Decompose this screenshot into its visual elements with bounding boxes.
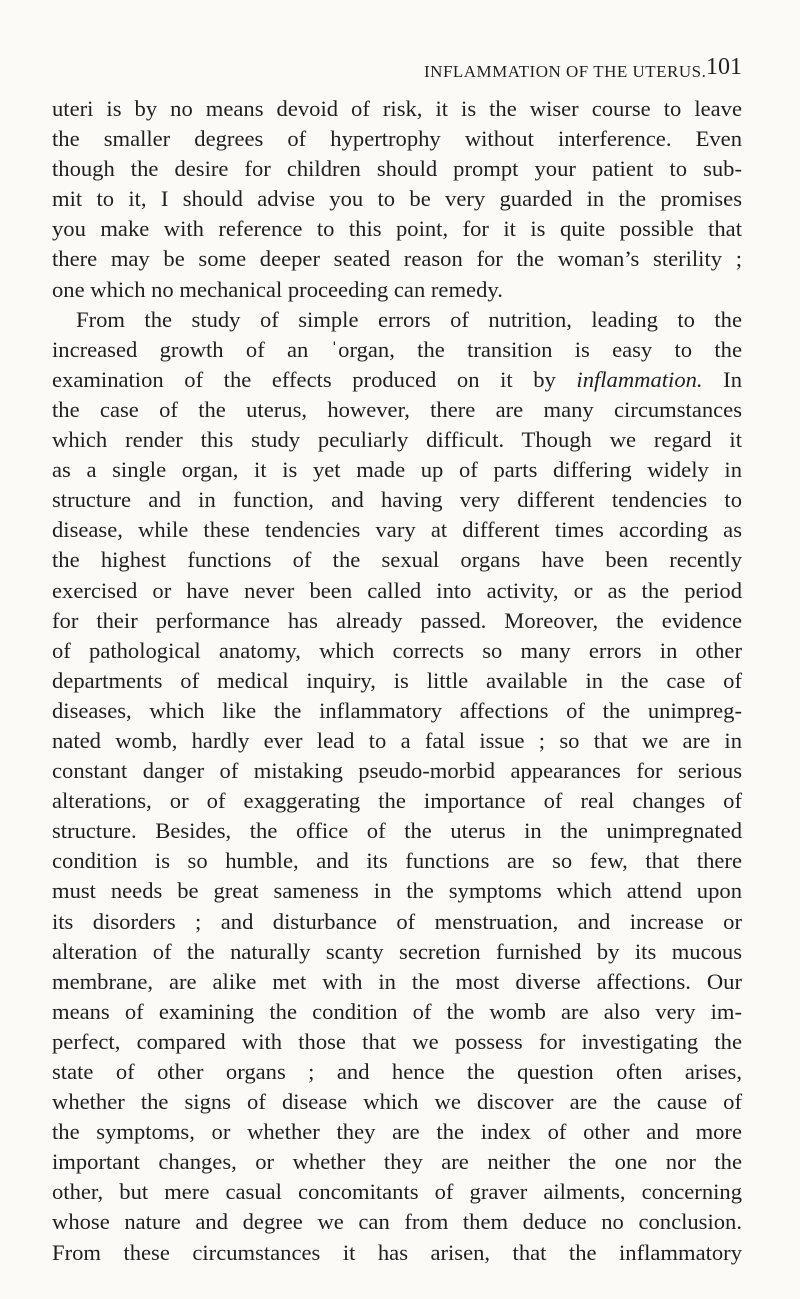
text-line: means of examining the condition of the womb are also very im- xyxy=(52,998,742,1024)
text-line: alterations, or of exaggerating the importance of real changes of xyxy=(52,788,742,814)
text-line: important changes, or whether they are neither the one nor the xyxy=(52,1149,742,1175)
text-line: nated womb, hardly ever lead to a fatal issue ; so that we are in xyxy=(52,727,742,753)
text-run: examination of the effects produced on it by xyxy=(52,366,577,392)
text-line: uteri is by no means devoid of risk, it is the wiser course to leave xyxy=(52,96,742,121)
text-line: the smaller degrees of hypertrophy without interference. Even xyxy=(52,126,742,152)
text-line: alteration of the naturally scanty secretion furnished by its mucous xyxy=(52,938,742,964)
text-line: you make with reference to this point, for it is quite possible that xyxy=(52,216,742,242)
text-line: its disorders ; and disturbance of menstruation, and increase or xyxy=(52,908,742,934)
text-line: for their performance has already passed. Moreover, the evidence xyxy=(52,607,742,633)
text-line: structure. Besides, the office of the uterus in the unimpregnated xyxy=(52,818,742,844)
text-line: which render this study peculiarly difficult. Though we regard it xyxy=(52,427,742,453)
text-line: From these circumstances it has arisen, that the inflammatory xyxy=(52,1239,742,1265)
text-line: structure and in function, and having very different tendencies to xyxy=(52,487,742,513)
text-line: the symptoms, or whether they are the index of other and more xyxy=(52,1119,742,1145)
page-number: 101 xyxy=(706,54,742,80)
text-line xyxy=(52,1268,742,1298)
text-line: though the desire for children should prompt your patient to sub- xyxy=(52,156,742,182)
page-header xyxy=(52,52,742,86)
text-line: constant danger of mistaking pseudo-morbid appearances for serious xyxy=(52,758,742,784)
italic-term: inflammation. xyxy=(576,366,703,392)
text-line: exercised or have never been called into activity, or as the period xyxy=(52,577,742,603)
text-line: there may be some deeper seated reason for the woman’s sterility ; xyxy=(52,246,742,272)
text-line: disease, while these tendencies vary at different times according as xyxy=(52,517,742,543)
text-line: whether the signs of disease which we discover are the cause of xyxy=(52,1089,742,1115)
text-line: From the study of simple errors of nutrition, leading to the xyxy=(76,306,742,332)
text-line: departments of medical inquiry, is little available in the case of xyxy=(52,667,742,693)
text-line: the case of the uterus, however, there are many circumstances xyxy=(52,396,742,422)
text-line: of pathological anatomy, which corrects so many errors in other xyxy=(52,637,742,663)
text-line: increased growth of an ˈorgan, the transition is easy to the xyxy=(52,336,742,362)
text-line: whose nature and degree we can from them deduce no conclusion. xyxy=(52,1209,742,1235)
running-head: INFLAMMATION OF THE UTERUS. xyxy=(424,62,707,81)
text-line: other, but mere casual concomitants of graver ailments, concerning xyxy=(52,1179,742,1205)
text-run: In xyxy=(702,366,742,392)
text-line: diseases, which like the inflammatory affections of the unimpreg- xyxy=(52,697,742,723)
text-line: must needs be great sameness in the symptoms which attend upon xyxy=(52,878,742,904)
body-text xyxy=(52,94,742,1298)
text-line: one which no mechanical proceeding can remedy. xyxy=(52,276,503,302)
text-line: as a single organ, it is yet made up of parts differing widely in xyxy=(52,457,742,483)
text-line-with-italic xyxy=(52,365,742,395)
text-line: mit to it, I should advise you to be very guarded in the promises xyxy=(52,186,742,212)
text-line: the highest functions of the sexual organs have been recently xyxy=(52,547,742,573)
text-line: membrane, are alike met with in the most diverse affections. Our xyxy=(52,968,742,994)
text-line: state of other organs ; and hence the question often arises, xyxy=(52,1059,742,1084)
text-line: perfect, compared with those that we possess for investigating the xyxy=(52,1028,742,1054)
text-line: condition is so humble, and its functions are so few, that there xyxy=(52,848,742,874)
